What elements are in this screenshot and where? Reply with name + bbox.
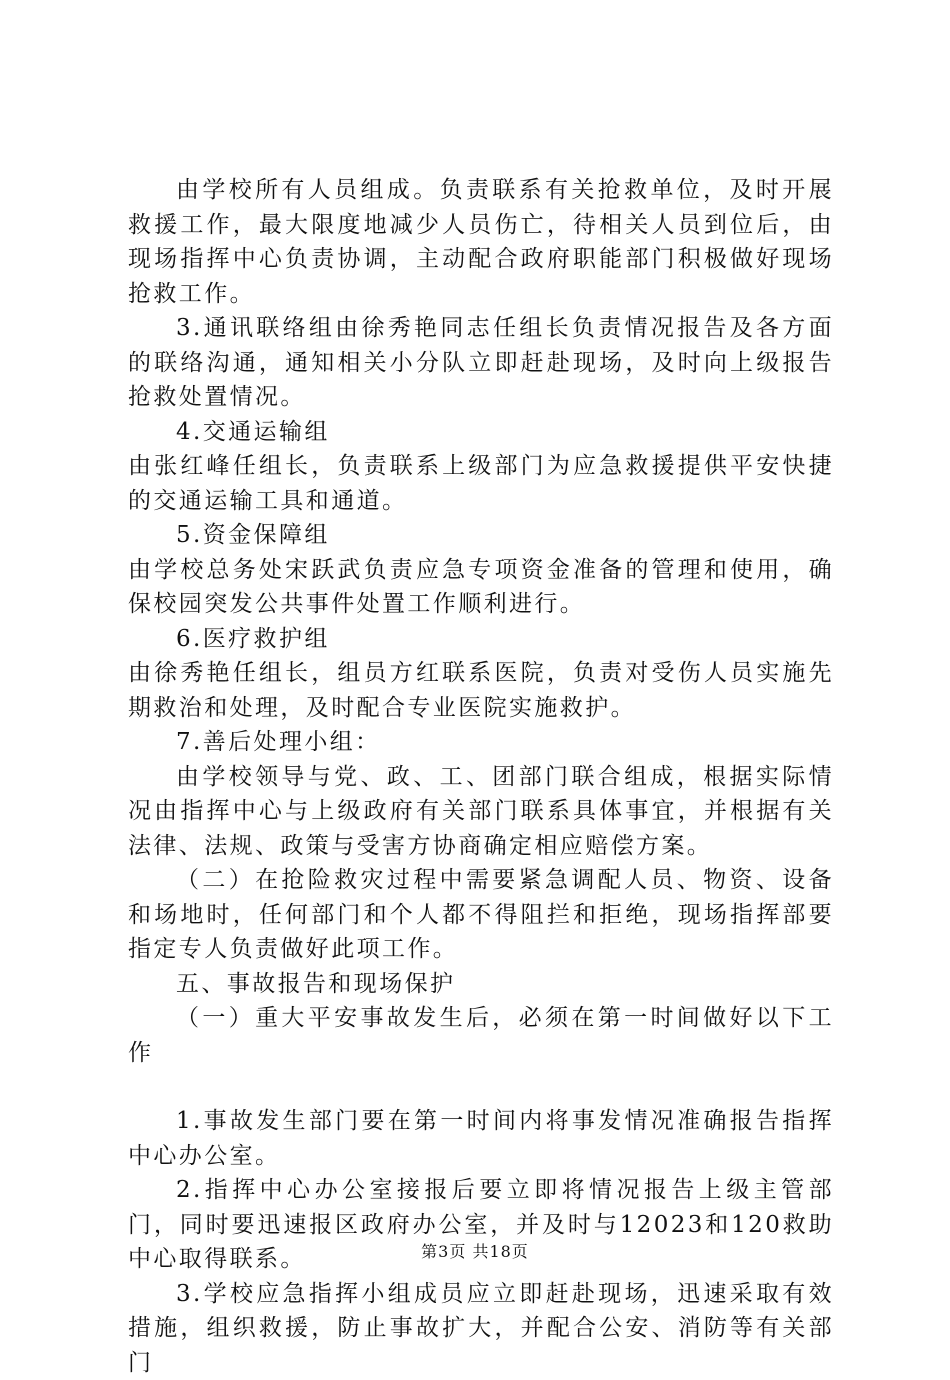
paragraph-funding-group: 由学校总务处宋跃武负责应急专项资金准备的管理和使用，确保校园突发公共事件处置工作顺利进行。 — [128, 553, 834, 622]
heading-medical-group: 6.医疗救护组 — [128, 622, 834, 657]
paragraph-medical-group: 由徐秀艳任组长，组员方红联系医院，负责对受伤人员实施先期救治和处理，及时配合专业医院实施救护。 — [128, 656, 834, 725]
page-number-footer: 第3页 共18页 — [0, 1242, 950, 1262]
heading-funding-group: 5.资金保障组 — [128, 518, 834, 553]
list-item-report-to-center: 1.事故发生部门要在第一时间内将事发情况准确报告指挥中心办公室。 — [128, 1104, 834, 1173]
paragraph-first-response: （一）重大平安事故发生后，必须在第一时间做好以下工作 — [128, 1001, 834, 1070]
list-item-report-to-superiors: 2.指挥中心办公室接报后要立即将情况报告上级主管部门，同时要迅速报区政府办公室，并及时与12023和120救助中心取得联系。 — [128, 1173, 834, 1277]
paragraph-rescue-team-duties: 由学校所有人员组成。负责联系有关抢救单位，及时开展救援工作，最大限度地减少人员伤亡，待相关人员到位后，由现场指挥中心负责协调，主动配合政府职能部门积极做好现场抢救工作。 — [128, 173, 834, 311]
document-body — [128, 173, 834, 1380]
paragraph-transport-group: 由张红峰任组长，负责联系上级部门为应急救援提供平安快捷的交通运输工具和通道。 — [128, 449, 834, 518]
heading-aftermath-group: 7.善后处理小组： — [128, 725, 834, 760]
list-item-team-to-scene: 3.学校应急指挥小组成员应立即赶赴现场，迅速采取有效措施，组织救援，防止事故扩大，并配合公安、消防等有关部门 — [128, 1277, 834, 1380]
paragraph-aftermath-group: 由学校领导与党、政、工、团部门联合组成，根据实际情况由指挥中心与上级政府有关部门联系具体事宜，并根据有关法律、法规、政策与受害方协商确定相应赔偿方案。 — [128, 760, 834, 864]
paragraph-communication-group: 3.通讯联络组由徐秀艳同志任组长负责情况报告及各方面的联络沟通，通知相关小分队立即赶赴现场，及时向上级报告抢救处置情况。 — [128, 311, 834, 415]
heading-transport-group: 4.交通运输组 — [128, 415, 834, 450]
paragraph-resource-allocation: （二）在抢险救灾过程中需要紧急调配人员、物资、设备和场地时，任何部门和个人都不得阻拦和拒绝，现场指挥部要指定专人负责做好此项工作。 — [128, 863, 834, 967]
section-heading-accident-report: 五、事故报告和现场保护 — [128, 967, 834, 1002]
